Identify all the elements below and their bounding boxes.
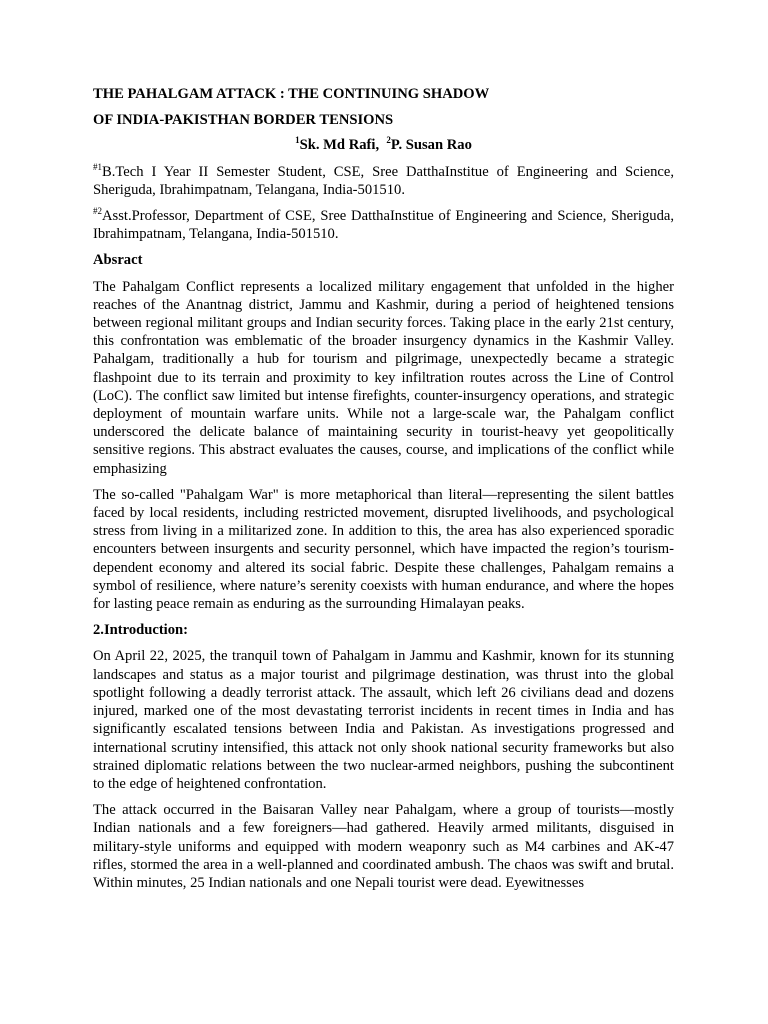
affiliation-1 bbox=[93, 163, 674, 199]
affiliation-2-superscript: #2 bbox=[93, 206, 102, 217]
paper-title-line-2: OF INDIA-PAKISTHAN BORDER TENSIONS bbox=[93, 112, 394, 129]
paper-title-line-1: THE PAHALGAM ATTACK : THE CONTINUING SHADOW bbox=[93, 86, 490, 102]
introduction-paragraph-1: On April 22, 2025, the tranquil town of Pahalgam in Jammu and Kashmir, known for its stunning landscapes and status as a major tourist and pilgrimage destination, was thrust into the global spotlight following a deadly terrorist attack. The assault, which left 26 civilians dead and dozens injured, marked one of the most devastating terrorist incidents in recent times in India and has significantly escalated tensions between India and Pakistan. As investigations progressed and international scrutiny intensified, this attack not only shook national security frameworks but also strained diplomatic relations between the two nuclear-armed neighbors, pushing the subcontinent to the edge of heightened confrontation. bbox=[93, 648, 674, 792]
author-2-name: P. Susan Rao bbox=[390, 137, 472, 154]
introduction-paragraph-2: The attack occurred in the Baisaran Valley near Pahalgam, where a group of tourists—mostly Indian nationals and a few foreigners—had gathered. Heavily armed militants, disguised in military-style uniforms and equipped with modern weaponry such as M4 carbines and AK-47 rifles, stormed the area in a well-planned and coordinated ambush. The chaos was swift and brutal. Within minutes, 25 Indian nationals and one Nepali tourist were dead. Eyewitnesses bbox=[93, 802, 674, 891]
affiliation-1-superscript: #1 bbox=[93, 161, 102, 172]
abstract-heading: Absract bbox=[93, 252, 143, 269]
abstract-paragraph-2: The so-called "Pahalgam War" is more metaphorical than literal—representing the silent battles faced by local residents, including restricted movement, disrupted livelihoods, and psychological stress from living in a militarized zone. In addition to this, the area has also experienced sporadic encounters between insurgents and security personnel, which have impacted the region’s tourism-dependent economy and altered its social fabric. Despite these challenges, Pahalgam remains a symbol of resilience, where nature’s serenity coexists with human endurance, and where the hopes for lasting peace remain as enduring as the surrounding Himalayan peaks. bbox=[93, 486, 674, 613]
introduction-heading: 2.Introduction: bbox=[93, 622, 189, 639]
author-1-superscript: 1 bbox=[295, 135, 300, 146]
abstract-paragraph-1: The Pahalgam Conflict represents a localized military engagement that unfolded in the higher reaches of the Anantnag district, Jammu and Kashmir, during a period of heightened tensions between regional militant groups and Indian security forces. Taking place in the early 21st century, this confrontation was emblematic of the broader insurgency dynamics in the Kashmir Valley. Pahalgam, traditionally a hub for tourism and pilgrimage, unexpectedly became a strategic flashpoint due to its terrain and proximity to key infiltration routes across the Line of Control (LoC). The conflict saw limited but intense firefights, counter-insurgency operations, and strategic deployment of mountain warfare units. While not a large-scale war, the Pahalgam conflict underscored the delicate balance of maintaining security in tourist-heavy yet geopolitically sensitive regions. This abstract evaluates the causes, course, and implications of the conflict while emphasizing bbox=[93, 278, 674, 477]
affiliation-1-text: B.Tech I Year II Semester Student, CSE, Sree DatthaInstitue of Engineering and Science, Sheriguda, Ibrahimpatnam, Telangana, India-501510. bbox=[93, 163, 674, 198]
paper-page bbox=[93, 85, 674, 900]
affiliation-2-text: Asst.Professor, Department of CSE, Sree DatthaInstitue of Engineering and Science, Sheriguda, Ibrahimpatnam, Telangana, India-501510. bbox=[93, 208, 674, 243]
author-2-superscript: 2 bbox=[386, 135, 391, 146]
author-1-name: Sk. Md Rafi, bbox=[299, 137, 380, 154]
author-list bbox=[93, 136, 674, 154]
affiliation-2 bbox=[93, 207, 674, 243]
